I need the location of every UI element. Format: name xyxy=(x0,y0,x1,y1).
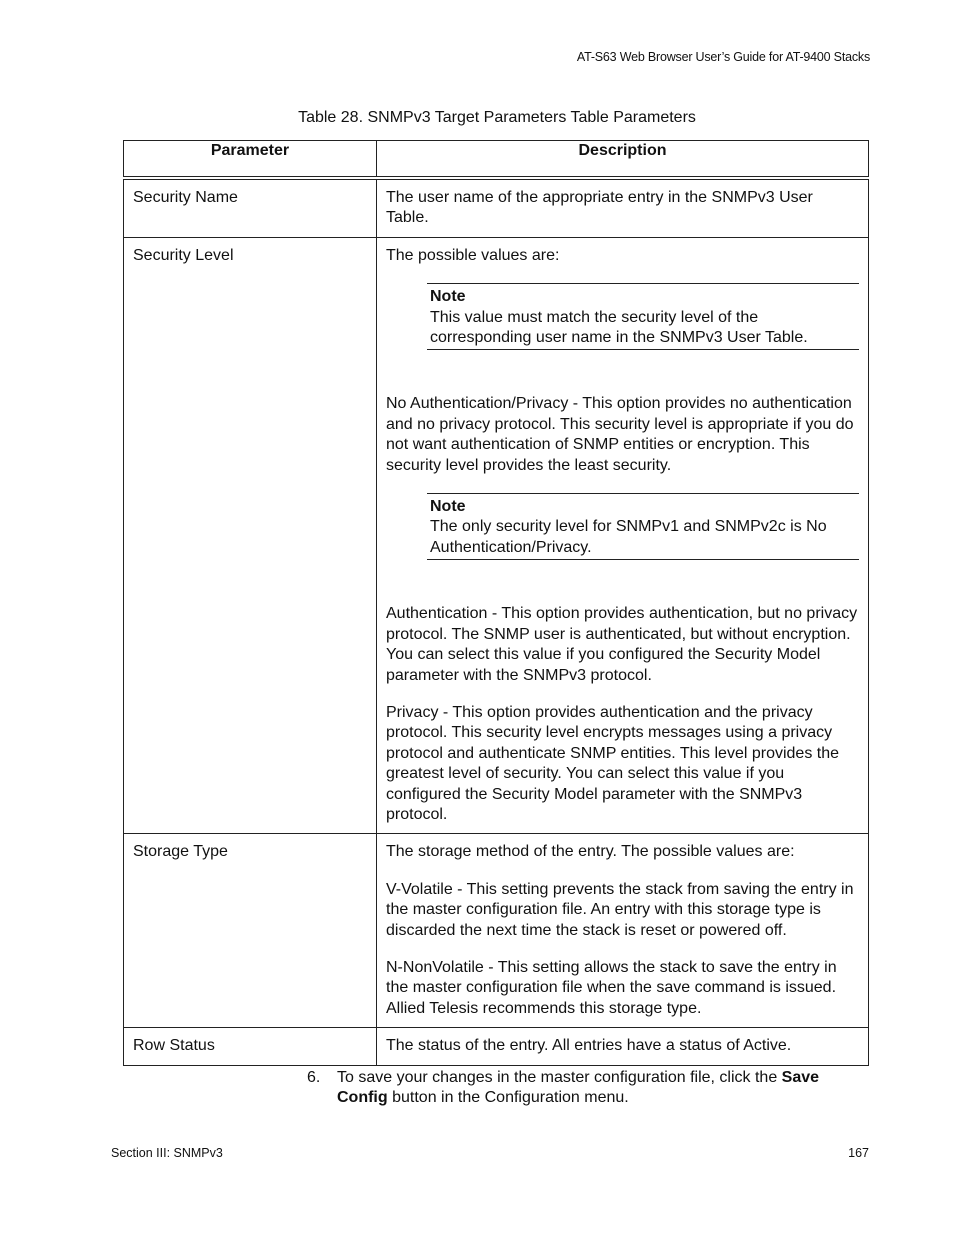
table-caption: Table 28. SNMPv3 Target Parameters Table Parameters xyxy=(298,109,696,126)
description-text: The user name of the appropriate entry in the SNMPv3 User Table. xyxy=(386,189,813,227)
step-text-before: To save your changes in the master configuration file, click the xyxy=(337,1069,782,1086)
running-header: AT-S63 Web Browser User’s Guide for AT-9400 Stacks xyxy=(576,50,870,64)
description-text: The status of the entry. All entries have a status of Active. xyxy=(386,1037,792,1055)
column-header-description: Description xyxy=(377,141,869,179)
parameters-table xyxy=(123,140,869,1066)
procedure-step xyxy=(307,1068,867,1109)
description-text: Privacy - This option provides authentication and the privacy protocol. This security level encrypts messages using a privacy protocol and authenticate SNMP entities. This level provides the greatest level of security. You can select this value if you configured the Security Model parameter with the SNMPv3 protocol. xyxy=(386,703,839,823)
description-text: Authentication - This option provides authentication, but no privacy protocol. The SNMP user is authenticated, but without encryption. You can select this value if you configured the Security Model parameter with the SNMPv3 protocol. xyxy=(386,605,858,684)
table-row xyxy=(124,178,869,237)
note-box xyxy=(427,493,859,560)
parameter-cell: Security Level xyxy=(124,237,377,834)
description-text: The storage method of the entry. The possible values are: xyxy=(386,843,795,861)
footer-section: Section III: SNMPv3 xyxy=(111,1146,223,1160)
description-cell xyxy=(377,1028,869,1065)
table-row xyxy=(124,834,869,1028)
description-text: N-NonVolatile - This setting allows the stack to save the entry in the master configuration file when the save command is issued. Allied Telesis recommends this storage type. xyxy=(386,958,837,1017)
parameter-cell: Row Status xyxy=(124,1028,377,1065)
description-cell xyxy=(377,834,869,1028)
table-row xyxy=(124,1028,869,1065)
note-title: Note xyxy=(430,288,466,306)
table-row xyxy=(124,237,869,834)
table-header-row xyxy=(124,141,869,179)
page-number: 167 xyxy=(848,1146,869,1160)
description-text: The possible values are: xyxy=(386,246,560,264)
parameter-cell: Storage Type xyxy=(124,834,377,1028)
note-text: The only security level for SNMPv1 and SNMPv2c is No Authentication/Privacy. xyxy=(430,518,827,556)
description-text: V-Volatile - This setting prevents the stack from saving the entry in the master configuration file. An entry with this storage type is discarded the next time the stack is reset or powered off. xyxy=(386,880,854,939)
note-title: Note xyxy=(430,498,466,516)
save-config-label: Save Config xyxy=(337,1069,820,1107)
parameter-cell: Security Name xyxy=(124,178,377,237)
column-header-parameter: Parameter xyxy=(124,141,377,179)
description-cell xyxy=(377,178,869,237)
note-text: This value must match the security level of the corresponding user name in the SNMPv3 User Table. xyxy=(430,308,808,347)
step-text-after: button in the Configuration menu. xyxy=(387,1089,629,1107)
description-cell xyxy=(377,237,869,834)
step-text xyxy=(337,1068,867,1109)
description-text: No Authentication/Privacy - This option provides no authentication and no privacy protocol. This security level is appropriate if you do not want authentication of SNMP entities or encryption. This security level provides the least security. xyxy=(386,395,854,474)
step-number: 6. xyxy=(307,1069,321,1086)
note-box xyxy=(427,283,859,350)
